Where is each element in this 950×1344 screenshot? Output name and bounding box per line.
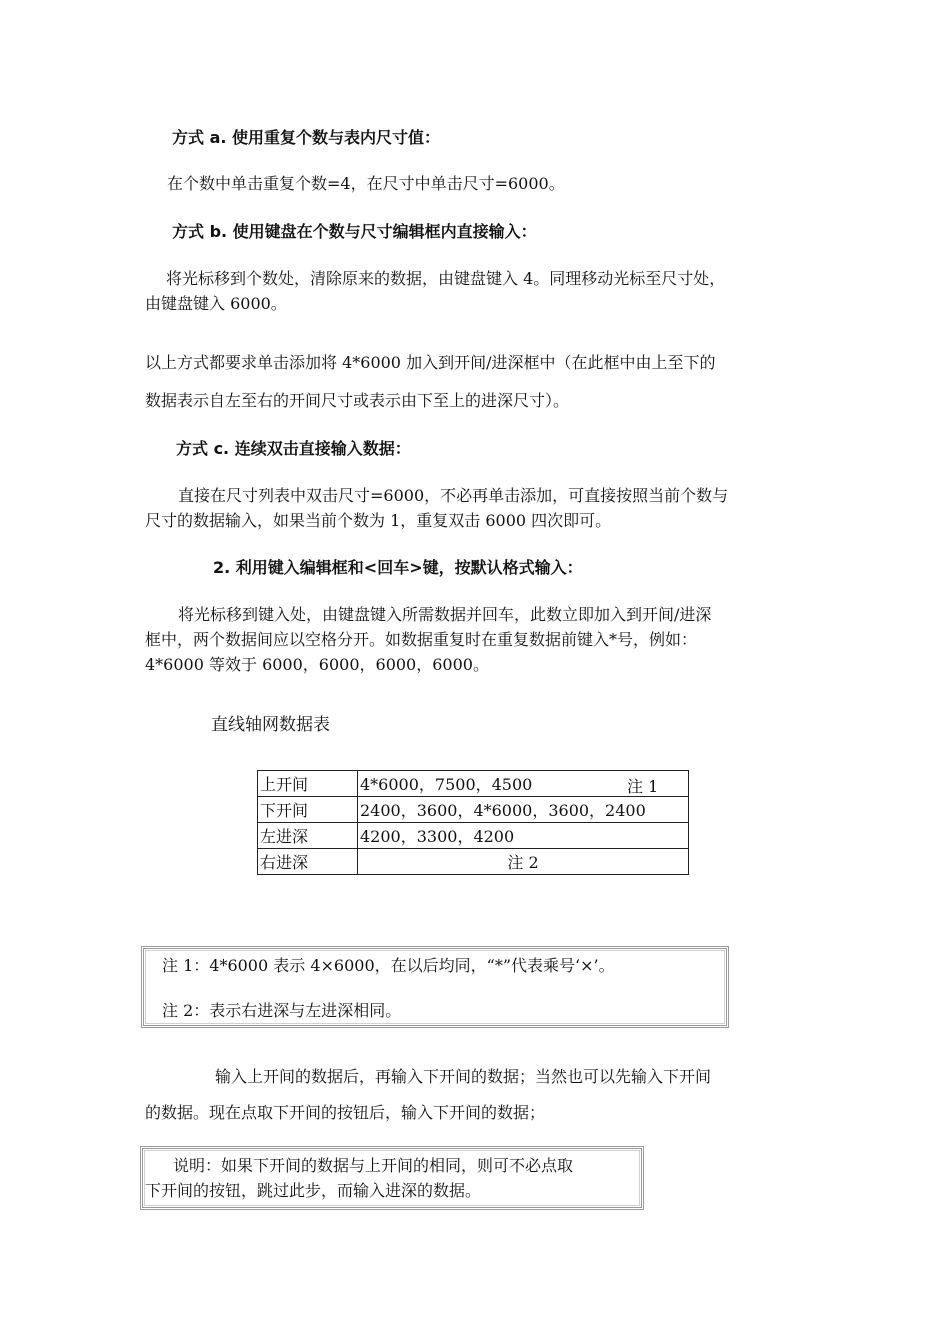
- explanation-line1: 说明：如果下开间的数据与上开间的相同，则可不必点取: [173, 1156, 574, 1175]
- section-2-text-line2: 框中，两个数据间应以空格分开。如数据重复时在重复数据前键入*号，例如：: [145, 630, 698, 649]
- section-2-text-line3: 4*6000 等效于 6000，6000，6000，6000。: [145, 655, 489, 674]
- method-b-text-line1: 将光标移到个数处，清除原来的数据，由键盘键入 4。同理移动光标至尺寸处，: [166, 269, 726, 288]
- method-a-heading: 方式 a. 使用重复个数与表内尺寸值：: [172, 128, 441, 147]
- method-a-text: 在个数中单击重复个数=4，在尺寸中单击尺寸=6000。: [167, 174, 565, 193]
- row-value: 4200，3300，4200: [358, 823, 689, 849]
- notes-box: [141, 946, 729, 1028]
- method-b-heading: 方式 b. 使用键盘在个数与尺寸编辑框内直接输入：: [172, 222, 537, 241]
- table-row: [258, 849, 689, 875]
- row-label: 右进深: [258, 849, 358, 875]
- closing-line2: 的数据。现在点取下开间的按钮后，输入下开间的数据；: [145, 1103, 546, 1122]
- table-row: [258, 771, 689, 797]
- row-value: 2400，3600，4*6000，3600，2400: [358, 797, 689, 823]
- row-label: 下开间: [258, 797, 358, 823]
- summary-line2: 数据表示自左至右的开间尺寸或表示由下至上的进深尺寸）。: [145, 391, 570, 410]
- method-c-heading: 方式 c. 连续双击直接输入数据：: [176, 439, 411, 458]
- axis-data-table: [257, 770, 689, 875]
- method-c-text-line2: 尺寸的数据输入，如果当前个数为 1，重复双击 6000 四次即可。: [145, 511, 612, 530]
- section-2-heading: 2. 利用键入编辑框和<回车>键，按默认格式输入：: [213, 558, 583, 577]
- section-2-text-line1: 将光标移到键入处，由键盘键入所需数据并回车，此数立即加入到开间/进深: [178, 605, 712, 624]
- row-value-cell: [358, 771, 689, 797]
- table-row: [258, 797, 689, 823]
- method-c-text-line1: 直接在尺寸列表中双击尺寸=6000，不必再单击添加，可直接按照当前个数与: [178, 486, 729, 505]
- explanation-box: [140, 1146, 644, 1210]
- row-value: 4*6000，7500，4500: [360, 775, 533, 794]
- closing-line1: 输入上开间的数据后，再输入下开间的数据；当然也可以先输入下开间: [215, 1067, 712, 1086]
- row-label: 上开间: [258, 771, 358, 797]
- table-title: 直线轴网数据表: [211, 715, 330, 735]
- note-2: 注 2：表示右进深与左进深相同。: [162, 1001, 402, 1020]
- row-note: 注 1: [627, 777, 659, 796]
- explanation-line2: 下开间的按钮，跳过此步，而输入进深的数据。: [145, 1181, 482, 1200]
- row-note: 注 2: [358, 849, 689, 875]
- method-b-text-line2: 由键盘键入 6000。: [145, 294, 287, 313]
- table-row: [258, 823, 689, 849]
- row-label: 左进深: [258, 823, 358, 849]
- summary-line1: 以上方式都要求单击添加将 4*6000 加入到开间/进深框中（在此框中由上至下的: [145, 353, 716, 372]
- note-1: 注 1：4*6000 表示 4×6000，在以后均同，“*”代表乘号‘×’。: [162, 956, 615, 975]
